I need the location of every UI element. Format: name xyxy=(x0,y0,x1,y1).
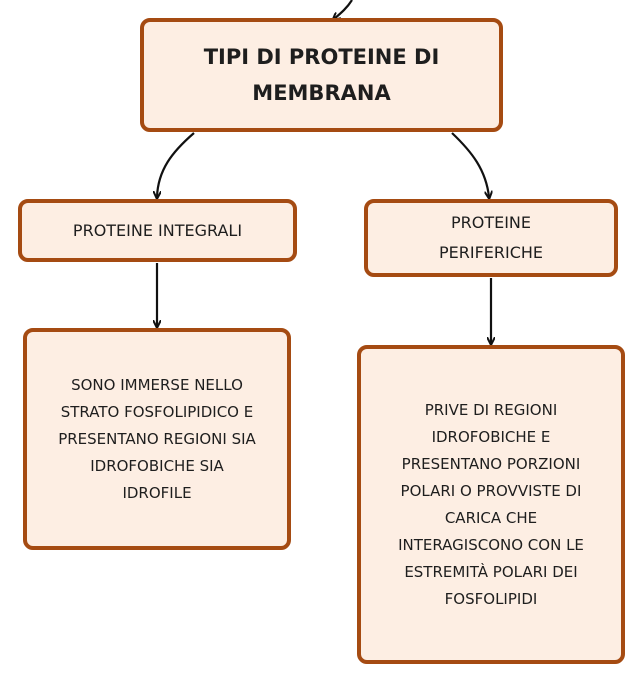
node-periferiche-description-text: PRIVE DI REGIONI IDROFOBICHE E PRESENTANO PORZIONI POLARI O PROVVISTE DI CARICA CHE INTERAGISCONO CON LE ESTREMITÀ POLARI DEI FOSFOLIPIDI xyxy=(398,400,584,608)
node-proteine-integrali-label: PROTEINE INTEGRALI xyxy=(72,220,243,240)
connector-from-parent xyxy=(334,0,352,19)
node-proteine-periferiche xyxy=(364,199,618,277)
node-tipi-di-proteine-label: TIPI DI PROTEINE DI MEMBRANA xyxy=(203,45,440,105)
node-periferiche-description xyxy=(357,345,625,664)
connector-root-to-peripheral xyxy=(452,133,489,197)
node-integrali-description-text: SONO IMMERSE NELLO STRATO FOSFOLIPIDICO E PRESENTANO REGIONI SIA IDROFOBICHE SIA IDROFILE xyxy=(58,375,256,502)
node-proteine-periferiche-label: PROTEINE PERIFERICHE xyxy=(438,213,544,262)
connector-root-to-integral xyxy=(157,133,194,197)
node-proteine-integrali xyxy=(18,199,297,262)
node-tipi-di-proteine xyxy=(140,18,503,132)
node-integrali-description xyxy=(23,328,291,550)
